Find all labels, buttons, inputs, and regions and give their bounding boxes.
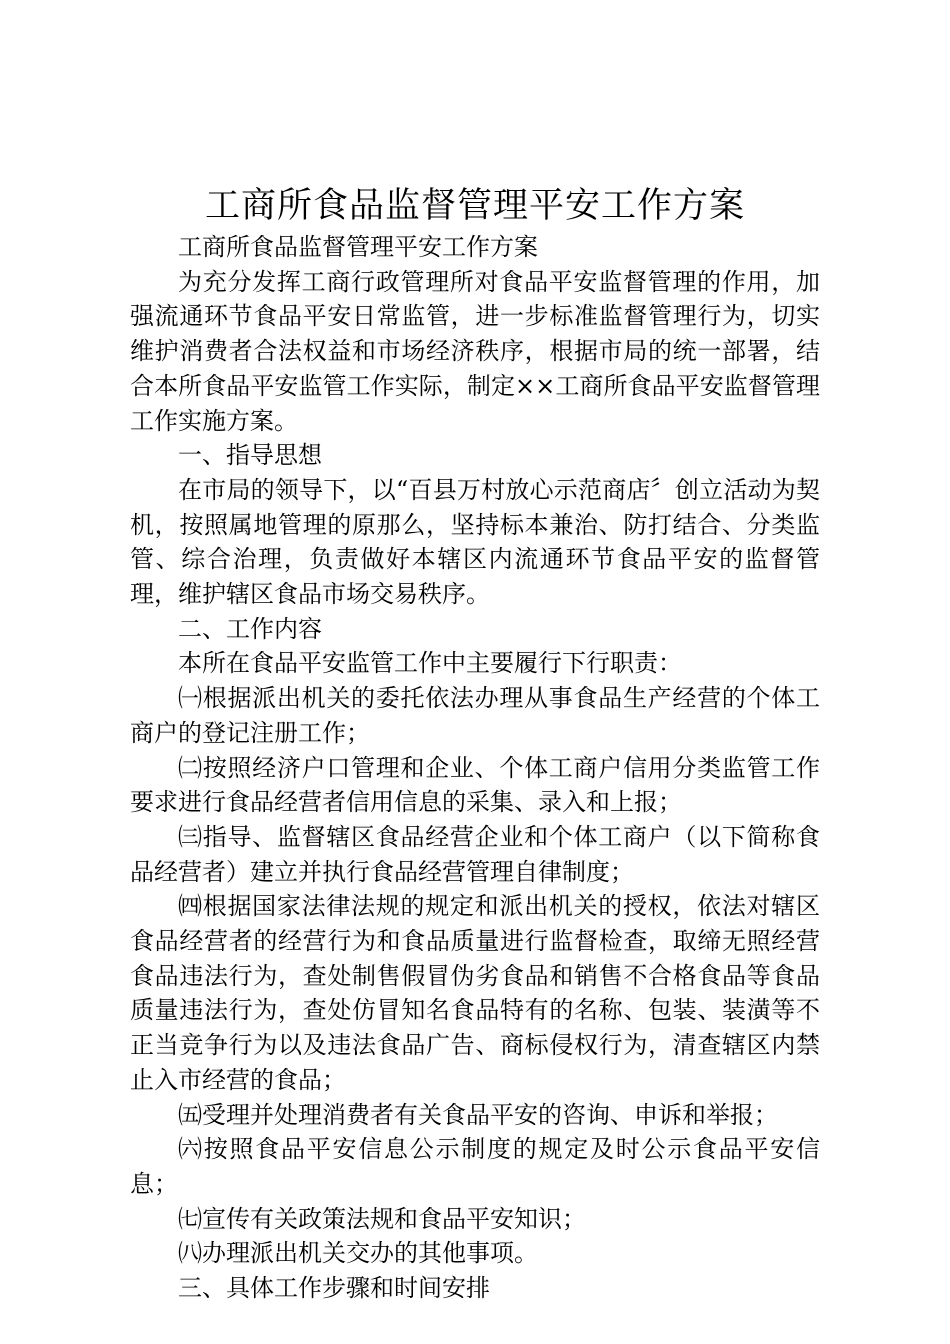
duty-item-7: ㈦宣传有关政策法规和食品平安知识；	[178, 1204, 586, 1233]
duty-item-2: ㈡按照经济户口管理和企业、个体工商户信用分类监管工作要求进行食品经营者信用信息的采集、录入和上报；	[130, 753, 820, 817]
paragraph-intro: 为充分发挥工商行政管理所对食品平安监督管理的作用，加强流通环节食品平安日常监管，进一步标准监督管理行为，切实维护消费者合法权益和市场经济秩序，根据市局的统一部署，结合本所食品平安监管工作实际，制定××工商所食品平安监督管理工作实施方案。	[130, 267, 820, 435]
duty-item-1: ㈠根据派出机关的委托依法办理从事食品生产经营的个体工商户的登记注册工作；	[130, 684, 820, 747]
duty-item-4: ㈣根据国家法律法规的规定和派出机关的授权，依法对辖区食品经营者的经营行为和食品质量进行监督检查，取缔无照经营食品违法行为，查处制售假冒伪劣食品和销售不合格食品等食品质量违法行为，查处仿冒知名食品特有的名称、包装、装潢等不正当竞争行为以及违法食品广告、商标侵权行为，清查辖区内禁止入市经营的食品；	[130, 892, 820, 1094]
document-title: 工商所食品监督管理平安工作方案	[204, 186, 745, 226]
section-heading-work-content: 二、工作内容	[178, 614, 322, 643]
duty-item-3: ㈢指导、监督辖区食品经营企业和个体工商户（以下简称食品经营者）建立并执行食品经营管理自律制度；	[130, 822, 820, 886]
paragraph-heading-repeat: 工商所食品监督管理平安工作方案	[178, 233, 538, 261]
paragraph-guiding-thought: 在市局的领导下，以“百县万村放心示范商店〞创立活动为契机，按照属地管理的原那么，坚持标本兼治、防打结合、分类监管、综合治理，负责做好本辖区内流通环节食品平安的监督管理，维护辖区食品市场交易秩序。	[130, 475, 820, 609]
duty-item-5: ㈤受理并处理消费者有关食品平安的咨询、申诉和举报；	[178, 1100, 778, 1129]
section-heading-work-steps: 三、具体工作步骤和时间安排	[178, 1274, 490, 1303]
paragraph-duties-intro: 本所在食品平安监管工作中主要履行下行职责：	[178, 649, 682, 678]
section-heading-guiding-thought: 一、指导思想	[178, 441, 322, 470]
duty-item-6: ㈥按照食品平安信息公示制度的规定及时公示食品平安信息；	[130, 1135, 820, 1198]
document-body	[130, 230, 820, 1306]
duty-item-8: ㈧办理派出机关交办的其他事项。	[178, 1239, 538, 1268]
